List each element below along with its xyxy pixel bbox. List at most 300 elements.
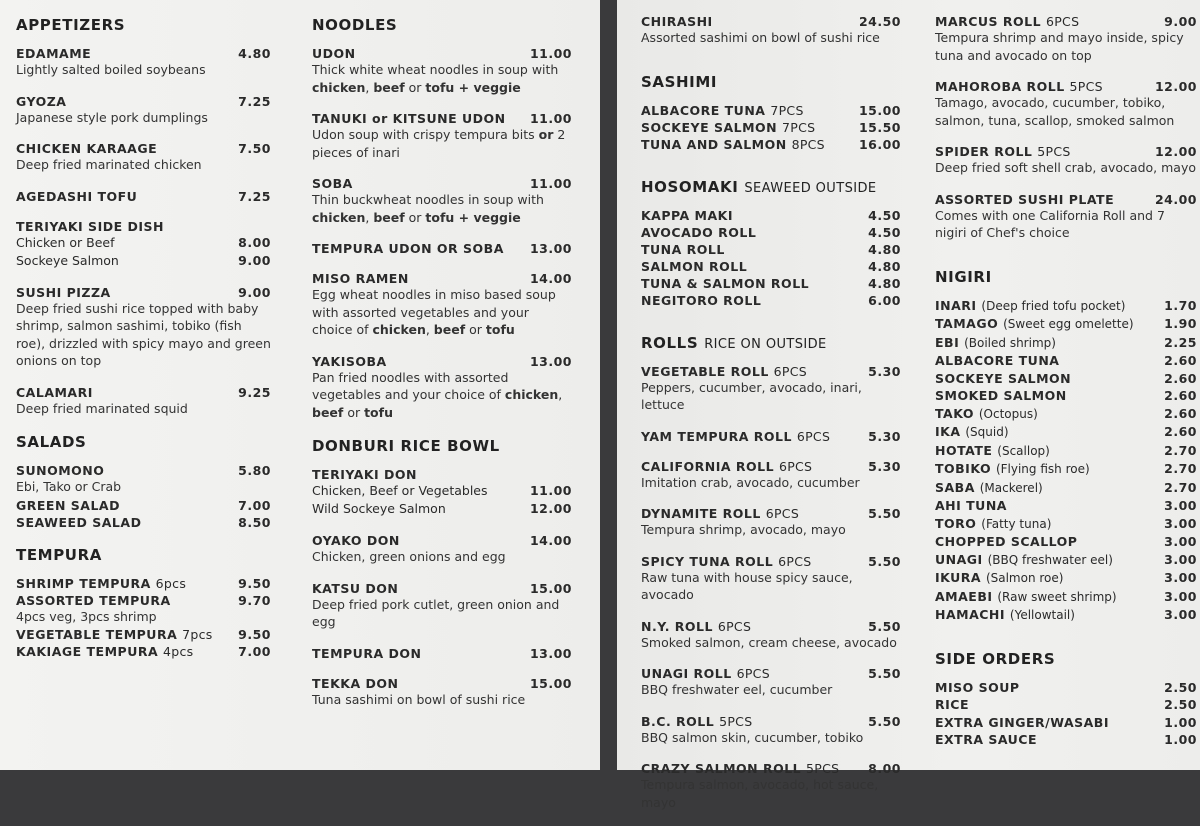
item-name-text: ASSORTED SUSHI PLATE [935,191,1115,207]
menu-item-row [312,676,572,691]
item-description: Lightly salted boiled soybeans [16,62,206,77]
item-price: 13.00 [529,241,572,256]
item-name [641,666,770,681]
section-title-text: ROLLS [641,333,699,352]
item-name [16,498,120,513]
menu-item [16,627,271,642]
item-price: 2.70 [1164,479,1197,495]
menu-item [312,46,572,96]
section-title-text: HOSOMAKI [641,177,739,196]
menu-item [16,593,271,626]
menu-item-row [641,225,901,240]
menu-item [935,353,1197,369]
item-name [312,533,400,548]
item-price: 5.50 [868,553,901,569]
item-name-text: CRAZY SALMON ROLL [641,761,802,776]
menu-item-row [935,192,1197,207]
item-price: 24.00 [1154,191,1197,207]
menu-item [935,607,1197,624]
item-name [935,353,1059,369]
item-name [641,619,751,634]
item-name [312,241,504,256]
menu-item [641,242,901,257]
section-heading [935,650,1197,668]
item-price: 24.50 [858,14,901,29]
item-name-text: ALBACORE TUNA [935,353,1060,368]
item-note: (Squid) [965,425,1009,439]
item-price: 9.00 [1164,14,1197,29]
item-price: 4.80 [868,275,901,291]
item-name [935,570,1063,587]
item-name-text: TAMAGO [935,316,999,331]
menu-item [935,79,1197,129]
menu-item-row [16,285,271,300]
menu-item-row [935,589,1197,606]
item-price: 15.00 [529,580,572,596]
menu-item-row [935,443,1197,460]
item-name [935,732,1037,748]
item-name [16,46,91,61]
item-name [312,646,421,661]
menu-item [16,285,271,370]
menu-item-row [312,46,572,61]
item-name-text: IKA [935,424,961,439]
item-name [16,593,171,608]
menu-item [641,225,901,240]
item-option-row [312,482,572,500]
item-option-row [16,234,271,252]
item-name [641,276,809,291]
item-name-text: CHOPPED SCALLOP [935,534,1078,549]
item-name-text: SOBA [312,176,353,191]
item-piece-count: 5PCS [1037,144,1071,159]
item-name [312,581,398,596]
item-name [935,697,969,713]
menu-item-row [16,644,271,659]
menu-item [935,480,1197,497]
item-price: 2.70 [1164,461,1197,476]
item-name-text: TUNA & SALMON ROLL [641,275,810,291]
item-piece-count: 5PCS [719,713,753,729]
menu-item [16,644,271,659]
item-description: Deep fried marinated squid [16,400,188,416]
item-name [935,607,1075,624]
item-price: 7.00 [238,644,271,659]
menu-item-row [935,552,1197,569]
item-name-text: VEGETABLE TEMPURA [16,627,178,642]
item-name [641,429,830,444]
menu-item-row [641,506,901,521]
item-name [935,335,1056,352]
menu-item-row [935,144,1197,159]
item-price: 2.60 [1164,388,1197,403]
menu-item-row [935,732,1197,748]
menu-item [641,619,901,652]
item-name-text: NEGITORO ROLL [641,292,762,308]
item-price: 14.00 [529,533,572,548]
item-piece-count: 6PCS [778,458,813,474]
item-name [935,516,1051,533]
item-description: Japanese style pork dumplings [16,109,208,125]
item-price: 5.50 [868,506,901,521]
item-name [935,316,1134,333]
item-name [312,111,506,126]
item-price: 9.25 [238,384,271,400]
item-name-text: CALIFORNIA ROLL [641,458,775,474]
item-description: Ebi, Tako or Crab [16,479,122,494]
item-option-label: Sockeye Salmon [16,252,119,268]
menu-item [16,576,271,591]
menu-item-row [641,364,901,379]
item-price: 5.50 [868,666,901,681]
item-piece-count: 7PCS [782,119,816,135]
menu-item-row [312,271,572,286]
menu-column-2 [312,0,572,723]
menu-item [935,388,1197,404]
item-name-text: EXTRA GINGER/WASABI [935,714,1109,730]
menu-item-row [935,14,1197,29]
item-piece-count: 7pcs [182,627,213,642]
item-name-text: UDON [312,46,356,61]
item-name [312,354,387,369]
item-piece-count: 5PCS [1069,79,1103,94]
menu-item-row [935,570,1197,587]
menu-item-row [641,554,901,569]
item-name [641,103,804,118]
menu-section-salads [16,433,271,530]
menu-section [935,14,1197,242]
menu-item [16,498,271,513]
menu-item [935,680,1197,696]
item-name-text: EBI [935,334,960,350]
item-name-text: SUSHI PIZZA [16,284,111,300]
menu-item-row [641,293,901,308]
menu-item-row [641,137,901,152]
item-name [16,644,193,659]
item-name-text: N.Y. ROLL [641,618,713,634]
item-price: 8.00 [868,761,901,776]
item-price: 5.30 [868,363,901,379]
menu-section-appetizers [16,16,271,417]
item-name-text: TANUKI or KITSUNE UDON [312,111,506,126]
menu-item-row [935,498,1197,514]
section-heading [641,178,901,196]
item-name [935,144,1071,159]
menu-item [935,498,1197,514]
menu-item-row [641,429,901,444]
menu-item [641,14,901,47]
item-name-text: SUNOMONO [16,463,105,478]
item-name-text: TAKO [935,405,974,421]
item-price: 5.80 [238,463,271,478]
item-name-text: AGEDASHI TOFU [16,188,138,204]
item-name-text: MISO SOUP [935,679,1020,695]
menu-section-side-orders [935,650,1197,748]
item-price: 14.00 [529,271,572,286]
item-name-text: TORO [935,515,977,531]
item-note: (Raw sweet shrimp) [997,589,1117,604]
item-piece-count: 6PCS [796,428,831,444]
item-name [641,259,747,274]
item-name-text: DYNAMITE ROLL [641,506,761,521]
item-name [935,406,1038,423]
item-name-text: TEKKA DON [312,675,399,691]
menu-item [641,761,901,811]
item-name-text: TUNA AND SALMON [641,136,787,152]
item-price: 2.50 [1164,679,1197,695]
menu-item [312,581,572,631]
item-note: (Flying fish roe) [995,462,1090,476]
item-name-text: SABA [935,479,975,495]
item-description: Udon soup with crispy tempura bits or 2 pieces of inari [312,127,566,160]
menu-item [641,429,901,444]
item-name [935,298,1125,315]
item-price: 2.70 [1164,442,1197,458]
item-name-text: MARCUS ROLL [935,14,1042,29]
menu-item-row [935,353,1197,369]
item-price: 9.50 [238,627,271,642]
item-note: (Scallop) [997,443,1050,458]
section-heading [641,73,901,91]
item-description: Raw tuna with house spicy sauce, avocado [641,569,853,602]
item-name-text: TERIYAKI DON [312,467,418,482]
menu-item [312,354,572,422]
section-title-text: NIGIRI [935,267,992,286]
menu-section-tempura [16,546,271,660]
item-name-text: MAHOROBA ROLL [935,79,1065,94]
item-name [16,189,137,204]
item-price: 2.50 [1164,697,1197,712]
item-note: (BBQ freshwater eel) [987,552,1113,567]
item-price: 6.00 [868,292,901,308]
menu-item [16,141,271,174]
item-note: (Salmon roe) [985,571,1064,585]
menu-item-row [641,103,901,118]
item-option-row [16,252,271,270]
menu-item-row [312,354,572,369]
item-price: 15.00 [858,102,901,118]
item-name [935,498,1007,514]
menu-item [312,271,572,339]
menu-item-row [935,715,1197,731]
menu-item-row [935,480,1197,497]
item-name [312,176,353,191]
menu-item [641,276,901,291]
item-name [641,120,815,135]
menu-item [935,697,1197,713]
item-option-label: Chicken or Beef [16,234,115,250]
item-name-text: CHICKEN KARAAGE [16,141,158,156]
item-description: Tamago, avocado, cucumber, tobiko, salmon, tuna, scallop, smoked salmon [935,95,1175,128]
item-description: Tempura shrimp, avocado, mayo [641,522,846,537]
menu-item [312,467,572,518]
menu-item-row [16,498,271,513]
item-description: Tuna sashimi on bowl of sushi rice [312,691,526,707]
menu-item-row [935,516,1197,533]
menu-item [935,589,1197,606]
menu-item [312,676,572,709]
menu-section [641,14,901,47]
menu-item-row [641,242,901,257]
menu-item-row [935,316,1197,333]
menu-item [641,506,901,539]
item-price: 7.00 [238,497,271,513]
menu-item-row [935,697,1197,713]
item-name [16,385,93,400]
item-option-label: Chicken, Beef or Vegetables [312,483,488,498]
item-name-text: TEMPURA DON [312,645,422,661]
menu-item-row [641,259,901,274]
item-name-text: RICE [935,697,969,712]
item-price: 3.00 [1164,570,1197,585]
menu-item-row [641,14,901,29]
item-price: 3.00 [1164,588,1197,604]
item-name [935,424,1009,441]
menu-item-row [16,515,271,530]
item-price: 4.80 [238,46,271,61]
menu-item [641,137,901,152]
item-piece-count: 4pcs [163,644,194,659]
item-description: Thick white wheat noodles in soup with chicken, beef or tofu + veggie [312,62,559,95]
item-name-text: HAMACHI [935,607,1006,622]
item-name-text: UNAGI ROLL [641,666,732,681]
item-description: Deep fried pork cutlet, green onion and egg [312,596,560,629]
item-name [935,589,1117,606]
item-piece-count: 6PCS [1045,14,1080,29]
menu-item-row [935,406,1197,423]
menu-item-row [16,46,271,61]
item-name-text: GYOZA [16,93,67,109]
item-name [935,680,1020,696]
menu-section-rolls [641,334,901,812]
item-price: 11.00 [529,176,572,191]
item-name [16,94,66,109]
item-name-text: UNAGI [935,551,983,567]
item-price: 3.00 [1164,534,1197,549]
menu-item-row [935,79,1197,94]
item-name-text: B.C. ROLL [641,713,715,729]
item-name-text: HOTATE [935,442,993,458]
item-piece-count: 6PCS [778,553,812,569]
menu-item-row [16,219,271,234]
menu-item [641,666,901,699]
menu-item [935,715,1197,731]
section-heading [16,546,271,564]
section-heading [312,16,572,34]
item-note: (Boiled shrimp) [964,335,1056,350]
item-price: 3.00 [1164,551,1197,567]
item-note: (Deep fried tofu pocket) [981,298,1126,313]
item-price: 7.25 [238,93,271,109]
item-name [935,371,1071,387]
menu-item [641,120,901,135]
item-name [935,443,1050,460]
menu-item [16,515,271,530]
item-description: Tempura salmon, avocado, hot sauce, mayo [641,777,879,810]
item-name [641,506,799,521]
item-name-text: EDAMAME [16,46,92,61]
item-name [312,467,417,482]
menu-item [935,406,1197,423]
item-name-text: OYAKO DON [312,533,400,548]
item-name-text: TUNA ROLL [641,241,725,257]
item-price: 11.00 [529,46,572,61]
item-price: 5.50 [868,713,901,729]
menu-item [312,176,572,226]
menu-item-row [312,581,572,596]
section-title-text: SALADS [16,433,87,451]
menu-item-row [641,208,901,223]
menu-item-row [641,761,901,776]
menu-column-3 [641,0,901,826]
menu-item [935,461,1197,478]
item-price: 4.50 [868,224,901,240]
item-name-text: INARI [935,297,977,313]
menu-item-row [16,593,271,608]
item-note: (Fatty tuna) [981,516,1052,531]
item-name-text: ALBACORE TUNA [641,102,766,118]
item-price: 12.00 [1154,144,1197,159]
section-title-text: APPETIZERS [16,16,126,34]
item-name-text: TEMPURA UDON OR SOBA [312,241,504,256]
item-price: 7.50 [238,141,271,156]
item-option-row [312,500,572,518]
section-subtitle: RICE ON OUTSIDE [704,336,827,352]
item-price: 1.90 [1164,316,1197,331]
menu-item [935,144,1197,177]
menu-item-row [312,241,572,256]
item-price: 3.00 [1164,498,1197,513]
item-price: 13.00 [529,645,572,661]
item-name [641,293,761,308]
item-name [16,576,186,591]
item-name-text: VEGETABLE ROLL [641,363,769,379]
item-price: 2.60 [1164,405,1197,421]
item-name [935,79,1103,94]
item-name [16,285,111,300]
menu-item [935,516,1197,533]
item-description: Tempura shrimp and mayo inside, spicy tuna and avocado on top [935,30,1184,63]
item-name-text: MISO RAMEN [312,271,409,286]
item-name-text: SPIDER ROLL [935,144,1033,159]
item-name [641,761,839,776]
menu-item [935,192,1197,242]
item-price: 2.60 [1164,353,1197,368]
menu-item [16,385,271,418]
item-name [16,219,164,234]
menu-item-row [935,335,1197,352]
menu-item-row [935,424,1197,441]
menu-section-nigiri [935,268,1197,624]
item-name-text: TERIYAKI SIDE DISH [16,218,164,234]
menu-item-row [16,385,271,400]
menu-item-row [16,94,271,109]
item-name [641,459,812,474]
menu-item-row [641,459,901,474]
item-piece-count: 6PCS [773,363,808,379]
menu-item-row [312,176,572,191]
menu-item-row [16,627,271,642]
menu-item [641,103,901,118]
item-name [312,676,398,691]
menu-section-sashimi [641,73,901,152]
item-name-text: KATSU DON [312,580,399,596]
item-name-text: SALMON ROLL [641,258,748,274]
menu-item-row [935,534,1197,550]
menu-item [312,646,572,661]
menu-page-left [0,0,600,770]
section-subtitle: SEAWEED OUTSIDE [744,180,877,196]
